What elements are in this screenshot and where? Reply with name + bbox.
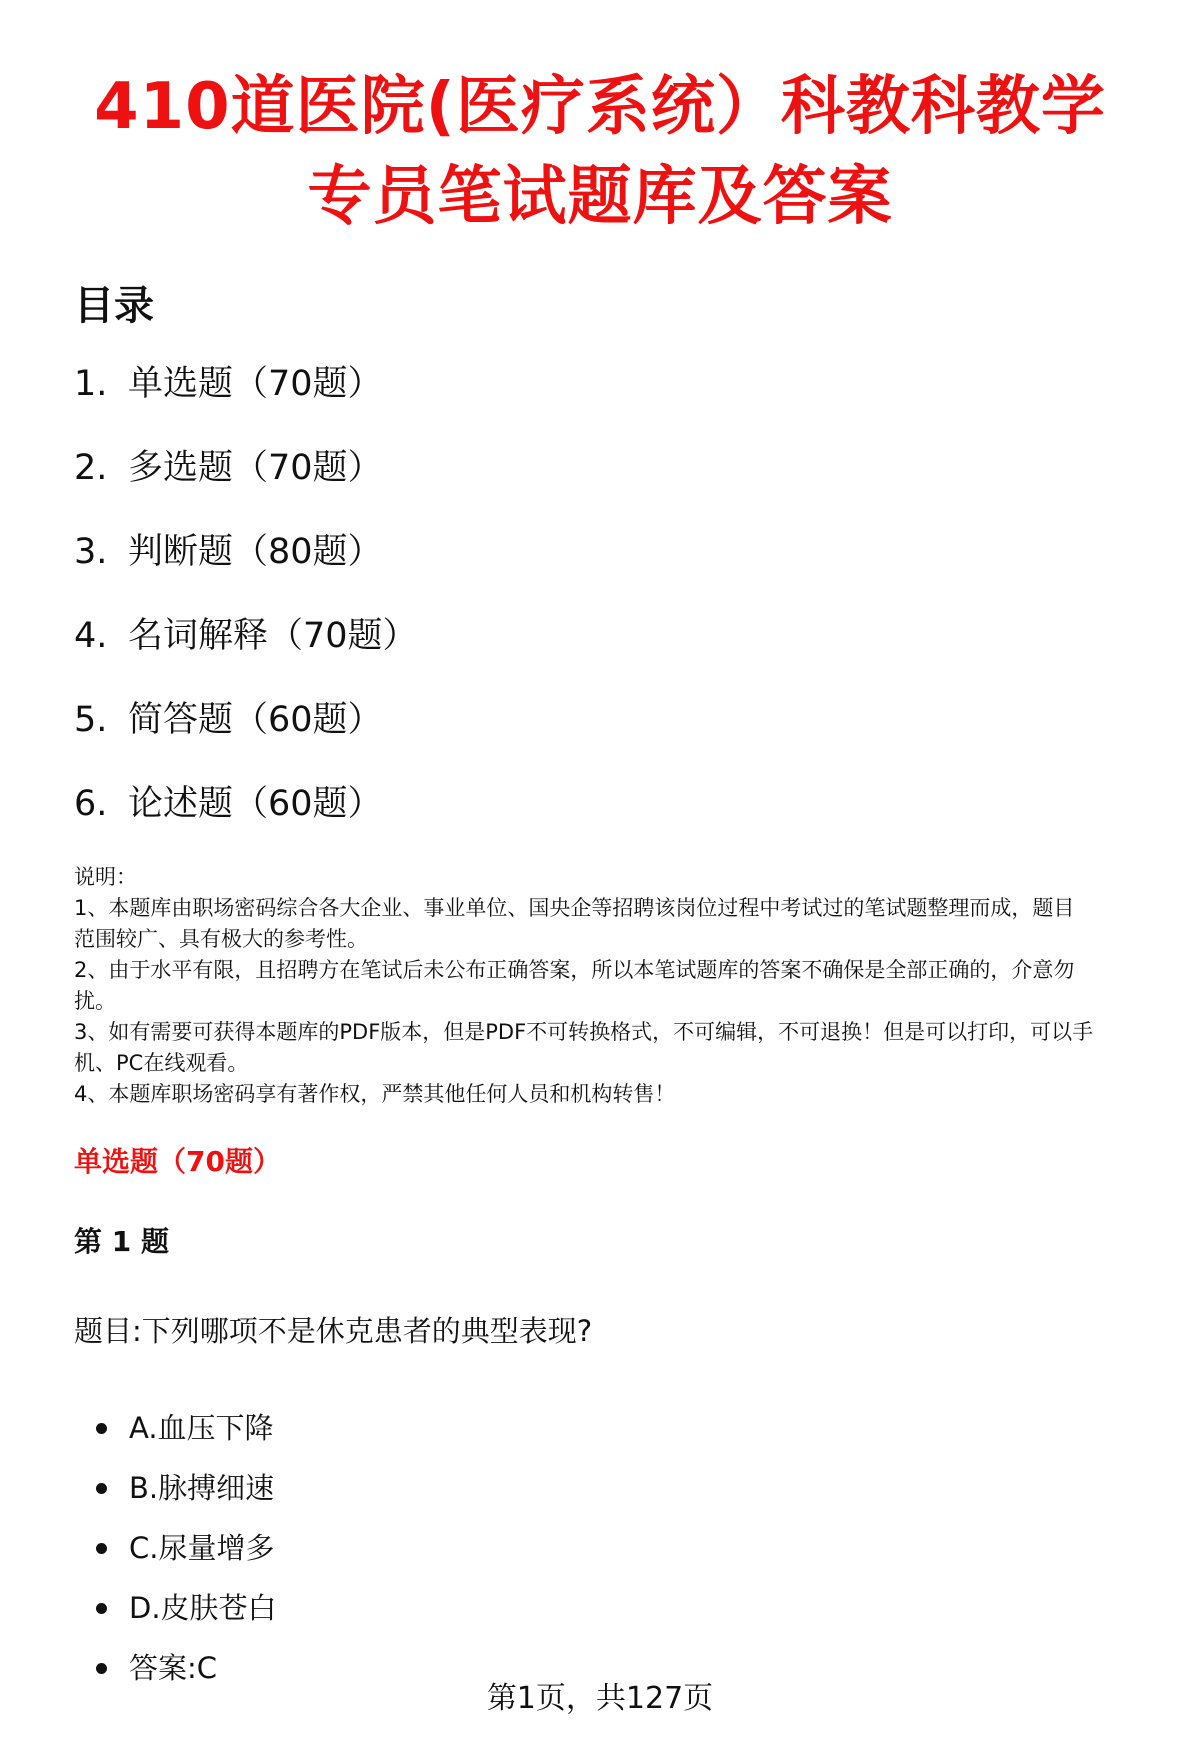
toc-item-number: 3. — [74, 532, 108, 572]
option-label: A.血压下降 — [129, 1411, 274, 1445]
page-footer: 第1页，共127页 — [486, 1681, 714, 1716]
bullet-icon — [96, 1663, 107, 1674]
document-title — [0, 62, 1200, 242]
toc-item-label: 论述题（60题） — [128, 784, 383, 824]
toc-item-number: 5. — [74, 700, 108, 740]
bullet-icon — [96, 1423, 107, 1434]
notes-line: 扰。 — [74, 989, 116, 1013]
toc-item-label: 名词解释（70题） — [128, 616, 418, 656]
toc-item-number: 6. — [74, 784, 108, 824]
toc-heading: 目录 — [74, 283, 154, 329]
toc-item-number: 1. — [74, 364, 108, 404]
notes-line: 4、本题库职场密码享有著作权，严禁其他任何人员和机构转售！ — [74, 1082, 676, 1106]
toc-item-number: 2. — [74, 448, 108, 488]
section-title: 单选题（70题） — [74, 1145, 281, 1178]
option-label: B.脉搏细速 — [129, 1471, 275, 1505]
table-of-contents — [74, 360, 418, 864]
option-item — [96, 1518, 277, 1578]
toc-item-label: 多选题（70题） — [128, 448, 383, 488]
option-item — [96, 1398, 277, 1458]
toc-item-label: 单选题（70题） — [128, 364, 383, 404]
toc-item-short-answer[interactable] — [74, 696, 418, 780]
notes-line: 3、如有需要可获得本题库的PDF版本，但是PDF不可转换格式，不可编辑，不可退换！但是可以打印，可以手 — [74, 1020, 1094, 1044]
title-line-1: 410道医院(医疗系统）科教科教学 — [94, 70, 1106, 144]
bullet-icon — [96, 1603, 107, 1614]
notes-line: 机、PC在线观看。 — [74, 1051, 249, 1075]
notes-line: 2、由于水平有限，且招聘方在笔试后未公布正确答案，所以本笔试题库的答案不确保是全部正确的，介意勿 — [74, 958, 1075, 982]
option-label: C.尿量增多 — [129, 1531, 275, 1565]
toc-item-label: 简答题（60题） — [128, 700, 383, 740]
option-label: D.皮肤苍白 — [129, 1591, 277, 1625]
toc-item-essay[interactable] — [74, 780, 418, 864]
question-number: 第 1 题 — [74, 1225, 169, 1258]
notes-block — [74, 862, 1164, 1110]
toc-item-term-definition[interactable] — [74, 612, 418, 696]
notes-line: 1、本题库由职场密码综合各大企业、事业单位、国央企等招聘该岗位过程中考试过的笔试题整理而成，题目 — [74, 896, 1075, 920]
option-item — [96, 1458, 277, 1518]
question-text: 题目:下列哪项不是休克患者的典型表现? — [74, 1314, 593, 1348]
bullet-icon — [96, 1543, 107, 1554]
bullet-icon — [96, 1483, 107, 1494]
option-item — [96, 1578, 277, 1638]
title-line-2: 专员笔试题库及答案 — [307, 160, 893, 234]
toc-item-number: 4. — [74, 616, 108, 656]
toc-item-multiple-choice[interactable] — [74, 444, 418, 528]
toc-item-label: 判断题（80题） — [128, 532, 383, 572]
notes-heading: 说明： — [74, 865, 137, 889]
answer-options — [96, 1398, 277, 1698]
notes-line: 范围较广、具有极大的参考性。 — [74, 927, 368, 951]
toc-item-true-false[interactable] — [74, 528, 418, 612]
toc-item-single-choice[interactable] — [74, 360, 418, 444]
answer-label: 答案:C — [129, 1651, 218, 1685]
